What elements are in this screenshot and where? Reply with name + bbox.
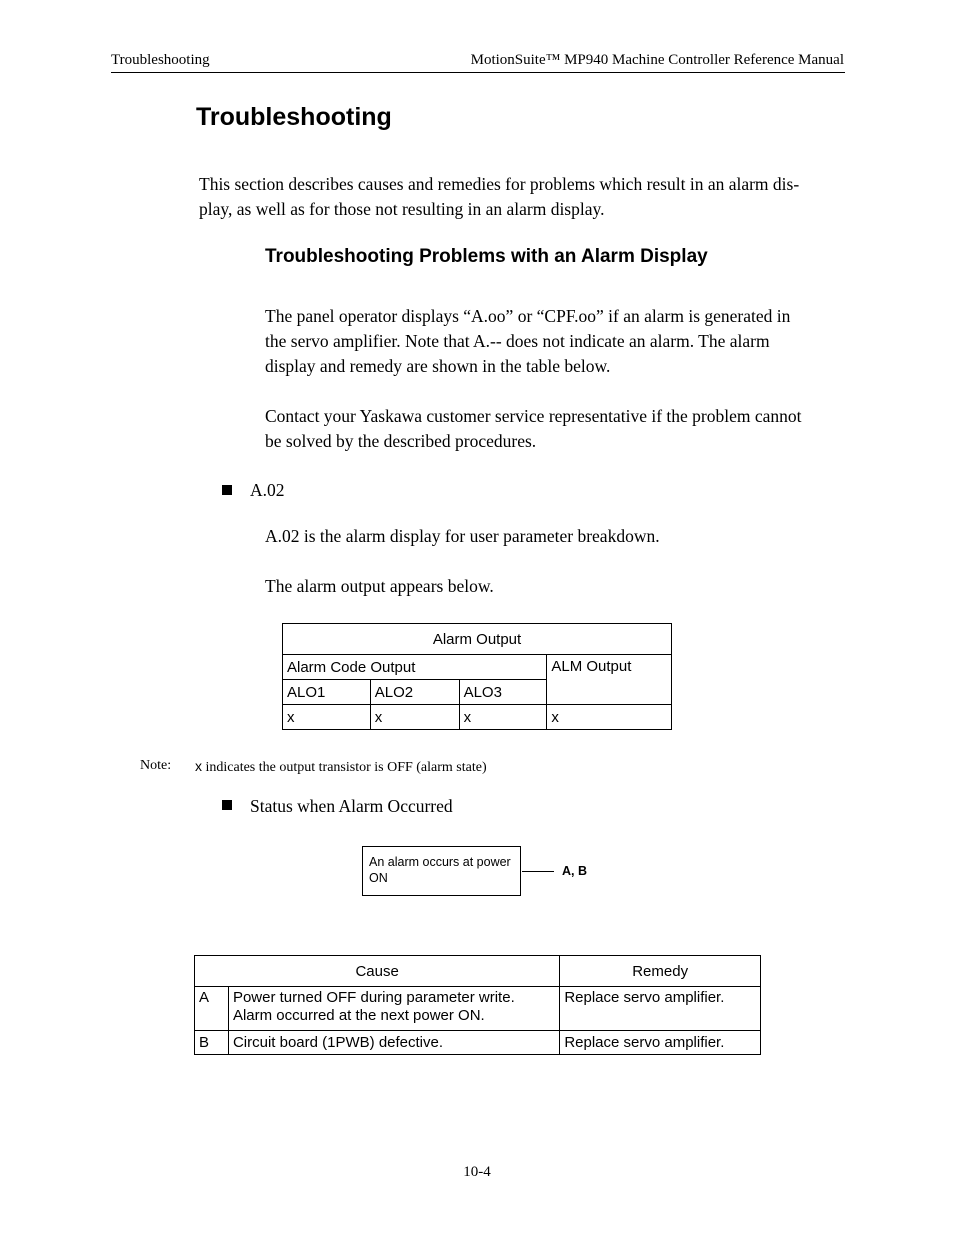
header-section-name: Troubleshooting: [111, 52, 210, 68]
remedy-header: Remedy: [560, 956, 761, 987]
table-cell-alo3-value: x: [459, 705, 547, 730]
section-heading: Troubleshooting Problems with an Alarm Display: [265, 246, 708, 267]
alarm-description: A.02 is the alarm display for user parameter breakdown.: [265, 526, 660, 546]
page-number: 10-4: [463, 1164, 491, 1180]
cause-cell: Circuit board (1PWB) defective.: [228, 1031, 559, 1055]
header-rule: [111, 72, 845, 73]
status-cause-label: A, B: [562, 864, 587, 878]
column-header-alo2: ALO2: [370, 680, 459, 705]
alarm-code-heading: A.02: [250, 480, 285, 500]
cause-header: Cause: [195, 956, 560, 987]
paragraph-line: Contact your Yaskawa customer service representative if the problem cannot: [265, 406, 802, 426]
paragraph-line: the servo amplifier. Note that A.-- does not indicate an alarm. The alarm: [265, 331, 770, 351]
cause-line: Alarm occurred at the next power ON.: [232, 1007, 485, 1024]
table-row: [195, 1031, 761, 1055]
alarm-output-intro: The alarm output appears below.: [265, 576, 494, 596]
status-box-line: ON: [369, 871, 388, 885]
row-id: B: [195, 1031, 229, 1055]
row-id: A: [195, 987, 229, 1031]
column-header-alo1: ALO1: [283, 680, 371, 705]
remedy-cell: Replace servo amplifier.: [560, 1031, 761, 1055]
note-symbol: x: [195, 758, 202, 774]
paragraph-line: be solved by the described procedures.: [265, 431, 537, 451]
table-row: [195, 987, 761, 1031]
table-cell-alo2-value: x: [370, 705, 459, 730]
status-heading: Status when Alarm Occurred: [250, 796, 453, 816]
cause-cell: [228, 987, 559, 1031]
section-paragraph-1: [265, 304, 790, 379]
intro-line: This section describes causes and remedies for problems which result in an alarm dis-: [199, 174, 800, 194]
note-description: indicates the output transistor is OFF (alarm state): [202, 760, 487, 775]
status-connector-line: [522, 871, 554, 872]
header-manual-title: MotionSuite™ MP940 Machine Controller Reference Manual: [470, 52, 844, 68]
column-header-alo3: ALO3: [459, 680, 547, 705]
square-bullet-icon: [222, 800, 232, 810]
cause-remedy-table: [194, 955, 761, 1055]
page-title: Troubleshooting: [196, 103, 392, 131]
note-text: [195, 758, 487, 776]
table-cell-alo1-value: x: [283, 705, 371, 730]
square-bullet-icon: [222, 485, 232, 495]
section-paragraph-2: [265, 404, 802, 454]
remedy-cell: Replace servo amplifier.: [560, 987, 761, 1031]
paragraph-line: The panel operator displays “A.oo” or “CPF.oo” if an alarm is generated in: [265, 306, 791, 326]
intro-paragraph: [199, 172, 799, 222]
alarm-table-title: Alarm Output: [283, 624, 672, 655]
alarm-code-output-header: Alarm Code Output: [283, 655, 547, 680]
note-label: Note:: [140, 758, 172, 773]
paragraph-line: display and remedy are shown in the table below.: [265, 356, 611, 376]
status-box-line: An alarm occurs at power: [369, 855, 511, 869]
cause-line: Power turned OFF during parameter write.: [232, 989, 515, 1006]
table-cell-alm-value: x: [547, 705, 672, 730]
intro-line: play, as well as for those not resulting in an alarm display.: [199, 199, 605, 219]
alm-output-header: ALM Output: [547, 655, 672, 705]
status-condition-box: [362, 846, 521, 896]
alarm-output-table: [282, 623, 672, 730]
